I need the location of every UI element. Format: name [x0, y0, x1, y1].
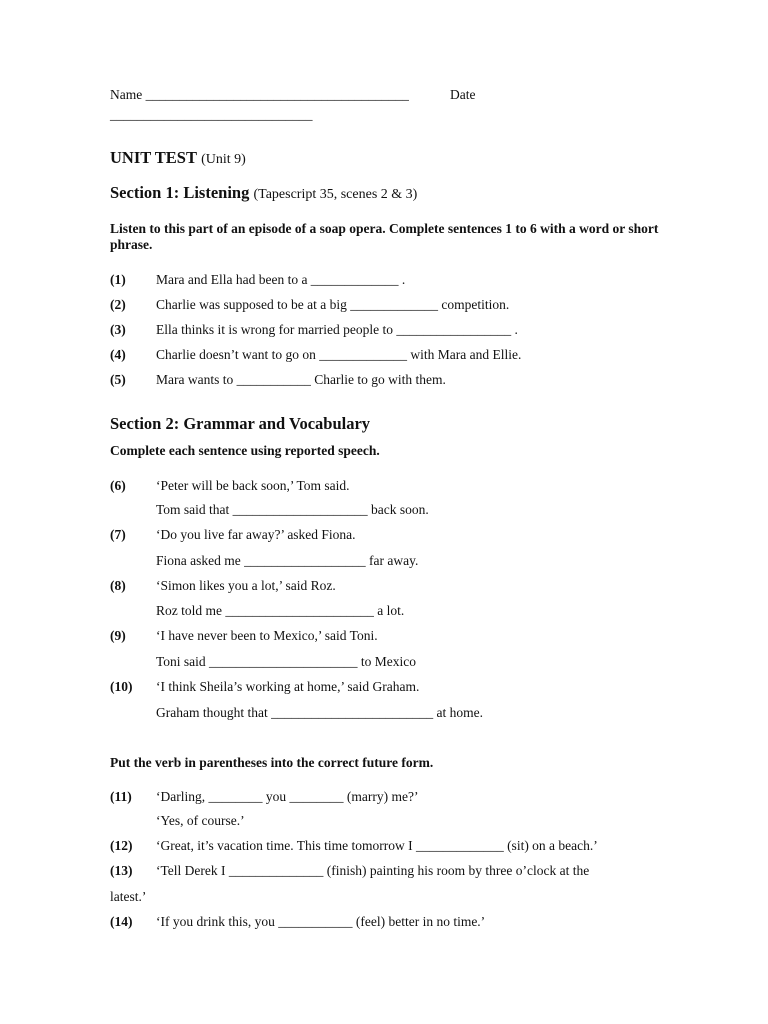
item-reply: ‘Yes, of course.’: [156, 813, 245, 828]
item-number: (8): [110, 578, 126, 593]
item-text: ‘Darling, ________ you ________ (marry) me?’: [156, 789, 419, 804]
item-number: (7): [110, 527, 126, 542]
item-quote: ‘Simon likes you a lot,’ said Roz.: [156, 578, 336, 593]
item-answer-line: Roz told me ______________________ a lot.: [156, 603, 405, 618]
item-text: ‘Great, it’s vacation time. This time tomorrow I _____________ (sit) on a beach.’: [156, 838, 598, 853]
item-text-continued: latest.’: [110, 889, 147, 904]
title-sub: (Unit 9): [201, 152, 246, 167]
item-number: (1): [110, 272, 126, 287]
item-number: (14): [110, 914, 133, 929]
item-text: Mara wants to ___________ Charlie to go with them.: [156, 372, 446, 387]
item-quote: ‘Peter will be back soon,’ Tom said.: [156, 478, 350, 493]
item-number: (6): [110, 478, 126, 493]
item-quote: ‘I have never been to Mexico,’ said Toni.: [156, 628, 378, 643]
future-form-instruction: Put the verb in parentheses into the correct future form.: [110, 755, 434, 770]
item-text: ‘If you drink this, you ___________ (feel) better in no time.’: [156, 914, 486, 929]
item-number: (3): [110, 322, 126, 337]
item-answer-line: Toni said ______________________ to Mexico: [156, 654, 417, 669]
item-quote: ‘Do you live far away?’ asked Fiona.: [156, 527, 356, 542]
item-number: (10): [110, 679, 133, 694]
item-answer-line: Tom said that ____________________ back soon.: [156, 502, 429, 517]
item-answer-line: Graham thought that ________________________ at home.: [156, 705, 483, 720]
section1-heading: [110, 183, 417, 203]
section2-instruction: Complete each sentence using reported speech.: [110, 443, 380, 458]
date-field: ______________________________: [110, 107, 313, 122]
item-number: (2): [110, 297, 126, 312]
section2-heading: Section 2: Grammar and Vocabulary: [110, 414, 371, 433]
section1-sub: (Tapescript 35, scenes 2 & 3): [253, 187, 418, 202]
item-text: Mara and Ella had been to a _____________ .: [156, 272, 406, 287]
name-field: Name _______________________________________: [110, 87, 409, 102]
section1-title: Section 1: Listening: [110, 183, 250, 202]
page-title: [110, 148, 246, 168]
item-answer-line: Fiona asked me __________________ far away.: [156, 553, 419, 568]
item-quote: ‘I think Sheila’s working at home,’ said Graham.: [156, 679, 420, 694]
date-label: Date: [450, 87, 476, 102]
section1-instruction: Listen to this part of an episode of a soap opera. Complete sentences 1 to 6 with a word or short phrase.: [110, 221, 659, 252]
item-text: ‘Tell Derek I ______________ (finish) painting his room by three o’clock at the: [156, 863, 590, 878]
item-number: (12): [110, 838, 133, 853]
item-number: (13): [110, 863, 133, 878]
item-number: (11): [110, 789, 132, 804]
item-number: (4): [110, 347, 126, 362]
item-text: Charlie was supposed to be at a big _____________ competition.: [156, 297, 510, 312]
item-text: Ella thinks it is wrong for married people to _________________ .: [156, 322, 518, 337]
item-number: (5): [110, 372, 126, 387]
item-number: (9): [110, 628, 126, 643]
item-text: Charlie doesn’t want to go on _____________ with Mara and Ellie.: [156, 347, 522, 362]
title-main: UNIT TEST: [110, 148, 197, 167]
